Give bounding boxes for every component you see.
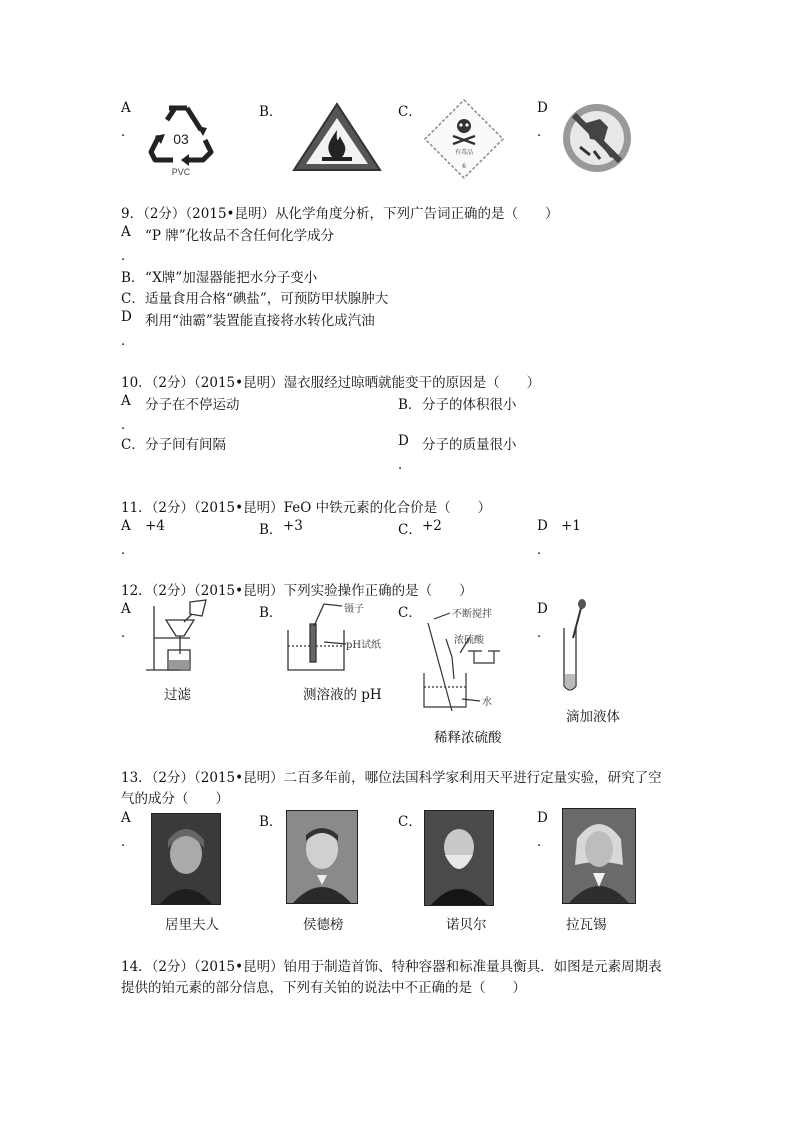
q12-option-c-caption: 稀释浓硫酸 [434, 730, 502, 746]
q13-option-d-letter: D [537, 810, 548, 826]
q9-stem: 9．（2分）（2015•昆明）从化学角度分析，下列广告词正确的是（ ） [121, 206, 559, 222]
portrait-curie [151, 813, 221, 905]
q9-option-b-text: “X牌”加湿器能把水分子变小 [145, 270, 318, 286]
q12-option-b-caption: 测溶液的 pH [303, 687, 382, 703]
q11-option-d-text: +1 [561, 518, 581, 534]
q11-option-a-dot: ． [121, 542, 135, 558]
q12-option-d-caption: 滴加液体 [566, 709, 620, 725]
q8-option-a-dot: ． [121, 124, 135, 140]
q10-option-a-letter: A [121, 393, 131, 409]
q10-stem: 10．（2分）（2015•昆明）湿衣服经过晾晒就能变干的原因是（ ） [121, 375, 541, 391]
q11-option-b-text: +3 [283, 518, 303, 534]
q12-stem: 12．（2分）（2015•昆明）下列实验操作正确的是（ ） [121, 583, 473, 599]
q9-option-c-letter: C． [121, 291, 145, 307]
q10-option-d-text: 分子的质量很小 [422, 437, 517, 453]
flammable-warning-icon [292, 102, 382, 172]
q9-option-b-letter: B． [121, 270, 145, 286]
q9-option-d-letter: D [121, 309, 132, 325]
q11-option-a-text: +4 [145, 518, 165, 534]
stir-label: 不断搅拌 [452, 609, 492, 620]
recycle-code-text: 03 [173, 131, 189, 147]
q13-option-c-caption: 诺贝尔 [446, 917, 487, 933]
q12-option-a-dot: ． [121, 625, 135, 641]
ph-paper-label: pH试纸 [346, 640, 382, 651]
q8-option-a-letter: A [121, 100, 131, 116]
q9-option-a-dot: ． [121, 248, 135, 264]
portrait-nobel [424, 810, 494, 906]
q9-option-d-text: 利用“油霸”装置能直接将水转化成汽油 [145, 313, 375, 329]
q10-option-c-text: 分子间有间隔 [145, 437, 226, 453]
q13-option-a-dot: ． [121, 834, 135, 850]
q11-option-c-letter: C． [398, 522, 422, 538]
tweezers-label: 镊子 [344, 604, 364, 615]
q9-option-a-text: “P 牌”化妆品不含任何化学成分 [145, 228, 335, 244]
no-dumping-icon [560, 101, 634, 175]
q12-option-d-letter: D [537, 601, 548, 617]
q10-option-b-text: 分子的体积很小 [422, 397, 517, 413]
water-label: 水 [482, 697, 492, 708]
portrait-lavoisier [562, 808, 636, 904]
q8-option-b-letter: B． [259, 104, 283, 120]
q10-option-d-dot: ． [398, 457, 412, 473]
q9-option-c-text: 适量食用合格“碘盐”，可预防甲状腺肿大 [145, 291, 389, 307]
q9-option-d-dot: ． [121, 333, 135, 349]
q10-option-a-dot: ． [121, 417, 135, 433]
q8-option-d-letter: D [537, 100, 548, 116]
dropper-tube-icon [556, 598, 596, 696]
q12-option-d-dot: ． [537, 625, 551, 641]
q8-option-c-letter: C． [398, 104, 422, 120]
toxic-label-text: 有毒品 [454, 149, 474, 156]
filtration-apparatus-icon [140, 598, 220, 674]
q11-option-b-letter: B． [259, 522, 283, 538]
q13-option-a-letter: A [121, 810, 131, 826]
q10-option-a-text: 分子在不停运动 [145, 397, 240, 413]
q11-option-d-dot: ． [537, 542, 551, 558]
q13-option-d-caption: 拉瓦锡 [566, 917, 607, 933]
q12-option-a-letter: A [121, 601, 131, 617]
q12-option-c-letter: C． [398, 605, 422, 621]
q13-option-c-letter: C． [398, 814, 422, 830]
q13-stem-line2: 气的成分（ ） [121, 791, 229, 807]
q12-option-b-letter: B． [259, 605, 283, 621]
q13-option-b-letter: B． [259, 814, 283, 830]
q11-stem: 11．（2分）（2015•昆明）FeO 中铁元素的化合价是（ ） [121, 500, 492, 516]
toxic-class-text: 6 [462, 163, 466, 170]
q11-option-d-letter: D [537, 518, 548, 534]
q14-stem-line1: 14．（2分）（2015•昆明）铂用于制造首饰、特种容器和标准量具衡具．如图是元素周期表 [121, 959, 662, 975]
q13-option-d-dot: ． [537, 834, 551, 850]
ph-test-apparatus-icon [284, 602, 394, 676]
q11-option-c-text: +2 [422, 518, 442, 534]
q14-stem-line2: 提供的铂元素的部分信息，下列有关铂的说法中不正确的是（ ） [121, 980, 526, 996]
recycle-material-text: PVC [171, 167, 191, 177]
q12-option-a-caption: 过滤 [164, 687, 191, 703]
q8-option-d-dot: ． [537, 124, 551, 140]
portrait-hou-debang [286, 810, 358, 904]
q13-option-b-caption: 侯德榜 [303, 917, 344, 933]
q10-option-c-letter: C． [121, 437, 145, 453]
q10-option-b-letter: B． [398, 397, 422, 413]
recycle-pvc-icon [145, 100, 217, 178]
q13-stem-line1: 13．（2分）（2015•昆明）二百多年前，哪位法国科学家利用天平进行定量实验，研究了空 [121, 770, 662, 786]
q9-option-a-letter: A [121, 224, 131, 240]
toxic-substance-icon [423, 98, 505, 180]
q11-option-a-letter: A [121, 518, 131, 534]
conc-acid-label: 浓硫酸 [454, 635, 484, 646]
q13-option-a-caption: 居里夫人 [165, 917, 219, 933]
q10-option-d-letter: D [398, 433, 409, 449]
dilute-acid-apparatus-icon [418, 603, 518, 715]
